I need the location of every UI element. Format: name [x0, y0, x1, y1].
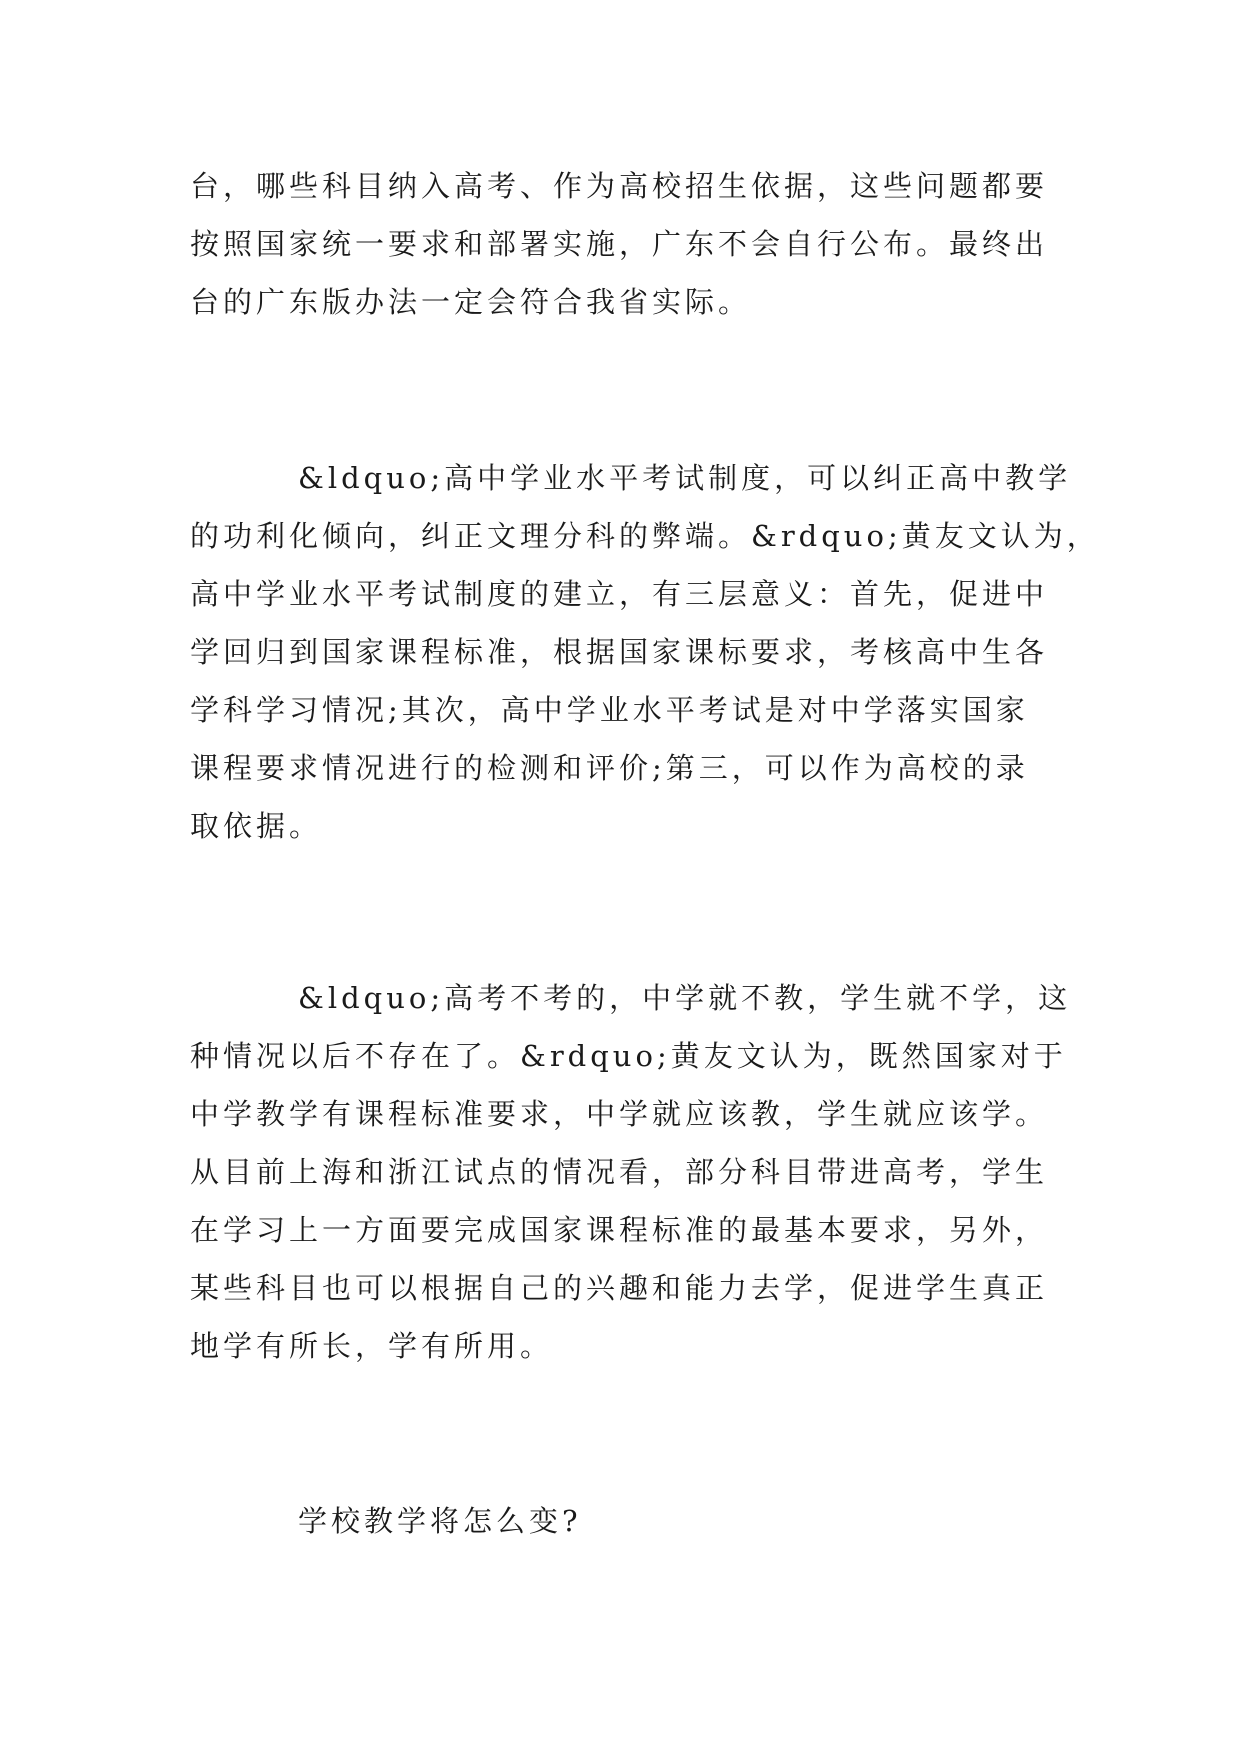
paragraph-line: 在学习上一方面要完成国家课程标准的最基本要求，另外， — [190, 1213, 1049, 1247]
paragraph-line: 地学有所长，学有所用。 — [190, 1329, 554, 1363]
paragraph-line: 课程要求情况进行的检测和评价;第三，可以作为高校的录 — [190, 751, 1029, 785]
paragraph-line: 台的广东版办法一定会符合我省实际。 — [190, 285, 752, 319]
paragraph-line: 中学教学有课程标准要求，中学就应该教，学生就应该学。 — [190, 1097, 1049, 1131]
section-heading — [190, 1492, 1070, 1550]
paragraph-line: 的功利化倾向，纠正文理分科的弊端。&rdquo;黄友文认为， — [190, 519, 1100, 553]
paragraph-1 — [190, 157, 1070, 331]
paragraph-line: 按照国家统一要求和部署实施，广东不会自行公布。最终出 — [190, 227, 1049, 261]
paragraph-line: 从目前上海和浙江试点的情况看，部分科目带进高考，学生 — [190, 1155, 1049, 1189]
paragraph-line: 学回归到国家课程标准，根据国家课标要求，考核高中生各 — [190, 635, 1049, 669]
paragraph-line: 台，哪些科目纳入高考、作为高校招生依据，这些问题都要 — [190, 169, 1049, 203]
paragraph-line: 某些科目也可以根据自己的兴趣和能力去学，促进学生真正 — [190, 1271, 1049, 1305]
paragraph-line: 高中学业水平考试制度的建立，有三层意义：首先，促进中 — [190, 577, 1049, 611]
paragraph-line: 取依据。 — [190, 809, 323, 843]
paragraph-line: &ldquo;高中学业水平考试制度，可以纠正高中教学 — [298, 461, 1072, 495]
paragraph-2 — [190, 449, 1100, 855]
section-heading-text: 学校教学将怎么变? — [298, 1504, 582, 1538]
paragraph-line: &ldquo;高考不考的，中学就不教，学生就不学，这 — [298, 981, 1072, 1015]
paragraph-line: 种情况以后不存在了。&rdquo;黄友文认为，既然国家对于 — [190, 1039, 1067, 1073]
paragraph-3 — [190, 969, 1070, 1375]
paragraph-line: 学科学习情况;其次，高中学业水平考试是对中学落实国家 — [190, 693, 1029, 727]
